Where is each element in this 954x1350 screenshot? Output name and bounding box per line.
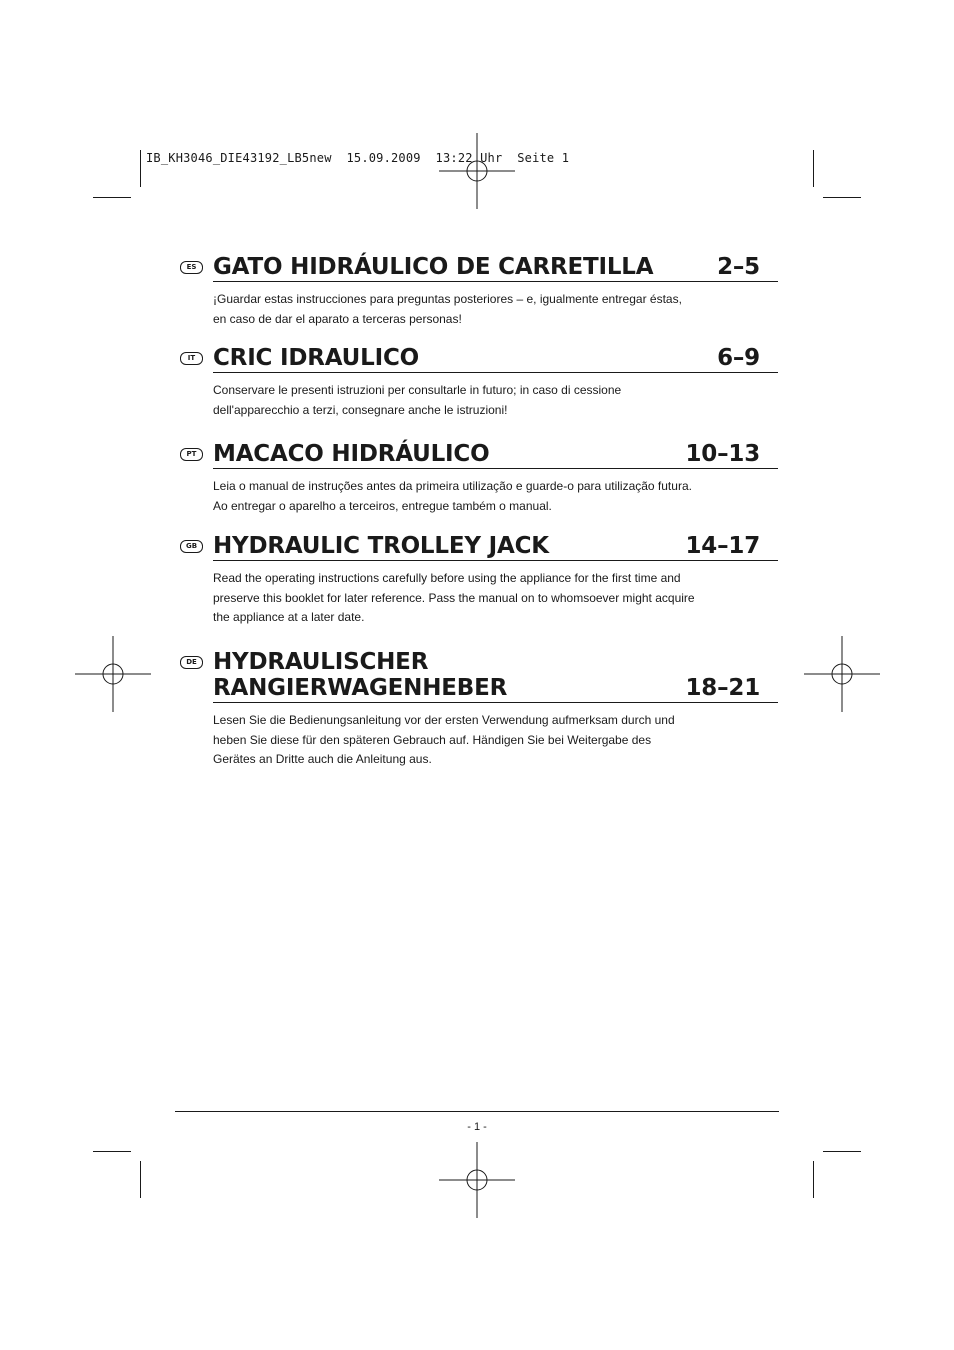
description-line: Leia o manual de instruções antes da primeira utilização e guarde-o para utilização futura.	[213, 479, 692, 493]
language-badge-pt: PT	[180, 448, 203, 461]
page-range: 6–9	[717, 345, 760, 371]
section-description	[213, 569, 733, 628]
section-description	[213, 381, 733, 420]
crop-mark	[93, 197, 131, 198]
section-title: CRIC IDRAULICO	[213, 345, 420, 371]
registration-mark-right	[804, 636, 880, 712]
description-line: preserve this booklet for later reference. Pass the manual on to whomsoever might acquire	[213, 590, 695, 605]
crop-mark	[93, 1151, 131, 1152]
registration-mark-top	[439, 133, 515, 209]
language-badge-es: ES	[180, 261, 203, 274]
section-heading	[213, 441, 778, 469]
description-line: Gerätes an Dritte auch die Anleitung aus.	[213, 752, 432, 766]
crop-mark	[813, 150, 814, 187]
language-badge-gb: GB	[180, 540, 203, 553]
page-number: - 1 -	[467, 1121, 487, 1133]
description-line: the appliance at a later date.	[213, 610, 365, 624]
section-description	[213, 290, 733, 329]
crop-mark	[140, 150, 141, 187]
description-line: heben Sie diese für den späteren Gebrauch auf. Händigen Sie bei Weitergabe des	[213, 732, 652, 747]
crop-mark	[140, 1161, 141, 1198]
description-line: en caso de dar el aparato a terceras personas!	[213, 311, 462, 326]
section-it	[180, 345, 780, 420]
section-pt	[180, 441, 780, 516]
footer-rule	[175, 1111, 779, 1112]
page-range: 10–13	[685, 441, 760, 467]
section-gb	[180, 533, 780, 628]
description-line: Lesen Sie die Bedienungsanleitung vor der ersten Verwendung aufmerksam durch und	[213, 713, 675, 727]
crop-mark	[823, 197, 861, 198]
section-heading	[213, 254, 778, 282]
description-line: Ao entregar o aparelho a terceiros, entregue também o manual.	[213, 498, 552, 513]
section-description	[213, 711, 733, 770]
crop-mark	[823, 1151, 861, 1152]
section-heading	[213, 345, 778, 373]
section-title-line-1: HYDRAULISCHER	[213, 649, 429, 675]
description-line: ¡Guardar estas instrucciones para preguntas posteriores – e, igualmente entregar éstas,	[213, 292, 682, 306]
page-range: 14–17	[685, 533, 760, 559]
crop-mark	[813, 1161, 814, 1198]
language-badge-de: DE	[180, 656, 203, 669]
print-slug: IB_KH3046_DIE43192_LB5new 15.09.2009 13:22 Uhr Seite 1	[146, 151, 570, 165]
section-title-line-2: RANGIERWAGENHEBER	[213, 675, 508, 701]
registration-mark-left	[75, 636, 151, 712]
section-heading	[213, 649, 778, 703]
section-title: HYDRAULIC TROLLEY JACK	[213, 533, 549, 559]
section-title: MACACO HIDRÁULICO	[213, 441, 490, 467]
section-de	[180, 649, 780, 770]
description-line: Read the operating instructions carefully before using the appliance for the first time and	[213, 571, 681, 585]
description-line: Conservare le presenti istruzioni per consultarle in futuro; in caso di cessione	[213, 383, 622, 397]
language-badge-it: IT	[180, 352, 203, 365]
page-range: 2–5	[717, 254, 760, 280]
registration-mark-bottom	[439, 1142, 515, 1218]
section-es	[180, 254, 780, 329]
section-title: GATO HIDRÁULICO DE CARRETILLA	[213, 254, 654, 280]
description-line: dell'apparecchio a terzi, consegnare anche le istruzioni!	[213, 402, 508, 417]
page-range: 18–21	[685, 675, 760, 701]
section-heading	[213, 533, 778, 561]
section-description	[213, 477, 733, 516]
